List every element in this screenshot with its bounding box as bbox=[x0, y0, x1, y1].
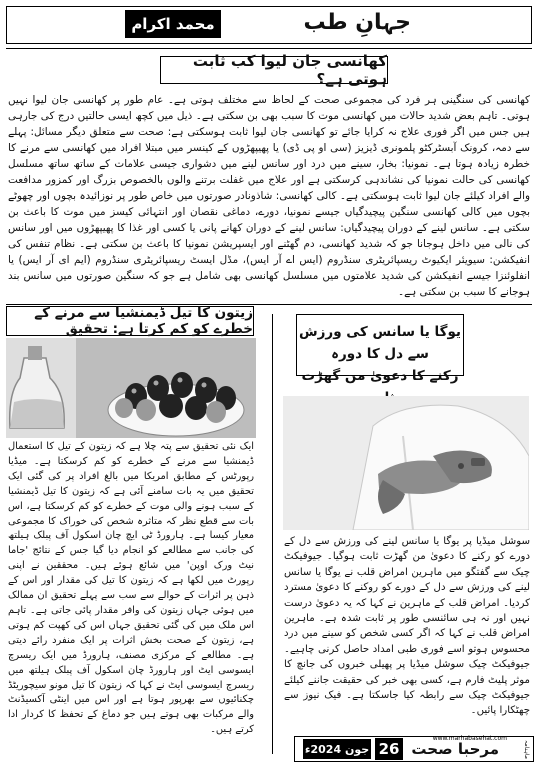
main-headline: کھانسی جان لیوا کب ثابت ہوتی ہے؟ bbox=[160, 56, 388, 84]
olive-oil-illustration bbox=[6, 338, 256, 438]
column-divider bbox=[272, 314, 273, 754]
chest-pain-photo bbox=[283, 396, 529, 530]
page-header bbox=[6, 6, 532, 44]
yoga-headline-line-1: یوگا یا سانس کی ورزش سے دل کا دورہ bbox=[299, 324, 461, 362]
header-divider bbox=[6, 48, 532, 49]
magazine-tag: ماہنامہ bbox=[523, 740, 530, 759]
yoga-headline bbox=[296, 314, 464, 384]
chest-pain-illustration bbox=[283, 396, 529, 530]
yoga-article-body: سوشل میڈیا پر یوگا یا سانس لینے کی ورزش سے دل کے دورے کو رکنے کا دعویٰ من گھڑت ثابت ہوگیا۔ جیوفیکٹ چیک سے گفتگو میں ماہرین امراض قلب نے یوگا یا سانس لینے کی ورزش سے دل کے دورے کو روکنے کا دعویٰ مسترد کردیا۔ امراض قلب کے ماہرین نے کہا کہ یہ دعویٰ درست نہیں اور نہ ہی سائنسی طور پر ثابت شدہ ہے۔ ماہرین امراض قلب نے کہا کہ اگر کسی شخص کو سینے میں درد محسوس ہوتو اسے فوری طبی امداد حاصل کرنی چاہیے۔ جیوفیکٹ چیک سوشل میڈیا پر پھیلی خبروں کی جانچ کا موثر پلیٹ فارم ہے، کسی بھی خبر کی حقیقت جاننے کیلئے جیوفیکٹ چیک سے رابطہ کیا جاسکتا ہے۔ فیک نیوز سے چھٹکارا پائیں۔ bbox=[284, 536, 530, 717]
olive-oil-photo bbox=[6, 338, 256, 438]
olive-article-body: ایک نئی تحقیق سے پتہ چلا ہے کہ زیتون کے تیل کا استعمال ڈیمنشیا سے مرنے کے خطرے کو کم کرسکتا ہے۔ میڈیا رپورٹس کے مطابق امریکا میں بالغ افراد پر کی گئی ایک تحقیق میں یہ بات سامنے آئی ہے کہ زیتون کا تیل ڈیمنشیا کے سبب ہونے والی موت کے خطرے کو کم کرسکتا ہے، اس بات سے قطع نظر کہ متاثرہ شخص کی خوراک کا مجموعی معیار کیسا ہے۔ ہارورڈ ٹی ایچ چان اسکول آف پبلک ہیلتھ کی جانب سے مطالعے کو انجام دیا گیا جس کے نتائج 'جاما نیٹ ورک اوپن' میں شائع ہوئے ہیں۔ محققین نے اپنی رپورٹ میں لکھا ہے کہ زیتون کا تیل کی مقدار اور اس کے ذہن پر اثرات کے حوالے سے سب سے پہلے تحقیق ان ممالک میں ہوئی جہاں زیتون کی وافر مقدار پائی جاتی ہے۔ تاہم اس ملک میں کی گئی تحقیق جہاں اس کی کھپت کم ہوتی ہے، زیتون کے صحت بخش اثرات پر ایک منفرد رائے دیتی ہے۔ مطالعے کے مرکزی مصنف، ہارورڈ میں ایک ریسرچ ایسوسی ایٹ اور ہارورڈ چان اسکول آف پبلک ہیلتھ میں ریسرچ ایسوسی ایٹ نے کہا کہ زیتون کا تیل مونو سیچوریٹڈ چکنائیوں سے بھرپور ہوتا ہے اور اس میں اینٹی آکسیڈنٹ والے مرکبات بھی ہوتے ہیں جو دماغ کے تحفظ کا کردار ادا کرتے ہیں۔ bbox=[8, 441, 254, 736]
author-badge: محمد اکرام bbox=[125, 10, 221, 38]
page-number: 26 bbox=[375, 738, 403, 760]
main-article-body: کھانسی کی سنگینی ہر فرد کی مجموعی صحت کے لحاظ سے مختلف ہوتی ہے۔ عام طور پر کھانسی جان لیوا نہیں ہوتی۔ تاہم بعض شدید حالات میں کھانسی موت کا سبب بھی بن سکتی ہے۔ ذیل میں کچھ ایسی حالتیں درج کی جارہی ہیں جس میں اگر فوری علاج نہ کرایا جائے تو کھانسی جان لیوا ثابت ہوسکتی ہے: صحت سے متعلق دیگر مسائل: پہلے سے دمہ، کرونک آبسٹرکٹو پلمونری ڈیزیز (سی او پی ڈی) یا پھیپھڑوں کے کینسر میں مبتلا افراد میں کھانسی سے مرنے کا خطرہ زیادہ ہوتا ہے۔ نمونیا: بخار، سینے میں درد اور سانس لینے میں دشواری جیسی علامات کے ساتھ ساتھ مسلسل کھانسی کی حالت نمونیا کی نشاندہی کرسکتی ہے اور علاج میں غفلت برتنے والوں بالخصوص بزرگ اور کمزور مدافعت والے افراد کیلئے جان لیوا ثابت ہوسکتی ہے۔ کالی کھانسی: شاذونادر صورتوں میں خاص طور پر نوزائیدہ بچوں اور چھوٹے بچوں میں کالی کھانسی سنگین پیچیدگیاں جیسے نمونیا، دورے، دماغی نقصان اور انتہائی کیسز میں موت کا باعث بن سکتی ہے۔ سانس لینے کے دوران پیچیدگیاں: سانس لینے کے دوران کھانے پانی یا کسی اور غذا کا پھیپھڑوں میں اور سانس کی نالی میں داخل ہوجانا جو کہ شدید کھانسی، دم گھٹنے اور ایسپریشن نمونیا کا باعث بن سکتی ہے۔ نظام تنفس کی انفیکشن: سیویئر ایکیوٹ ریسپائریٹری سنڈروم (ایس اے آر ایس)، مڈل ایسٹ ریسپائریٹری سنڈروم (ایم ای آر ایس) یا انفلوئنزا جیسے انفیکشن کی شدید علامتوں میں مسلسل کھانسی بھی شامل ہے جو کہ سنگین صورتوں میں سانس بند ہوجانے کا سبب بن سکتی ہے۔ bbox=[8, 94, 530, 298]
yoga-headline-line-2: رکنے کا دعویٰ من گھڑت bbox=[301, 368, 459, 384]
section-title: جہانِ طب bbox=[303, 10, 411, 35]
website-url: www.marhabasehat.com bbox=[432, 735, 507, 742]
page-footer bbox=[294, 736, 534, 762]
olive-headline: زیتون کا تیل ڈیمنشیا سے مرنے کے خطرے کو کم کرتا ہے: تحقیق bbox=[6, 306, 254, 336]
magazine-name: مرحبا صحت bbox=[411, 740, 499, 758]
issue-date: جون 2024ء bbox=[303, 739, 371, 759]
